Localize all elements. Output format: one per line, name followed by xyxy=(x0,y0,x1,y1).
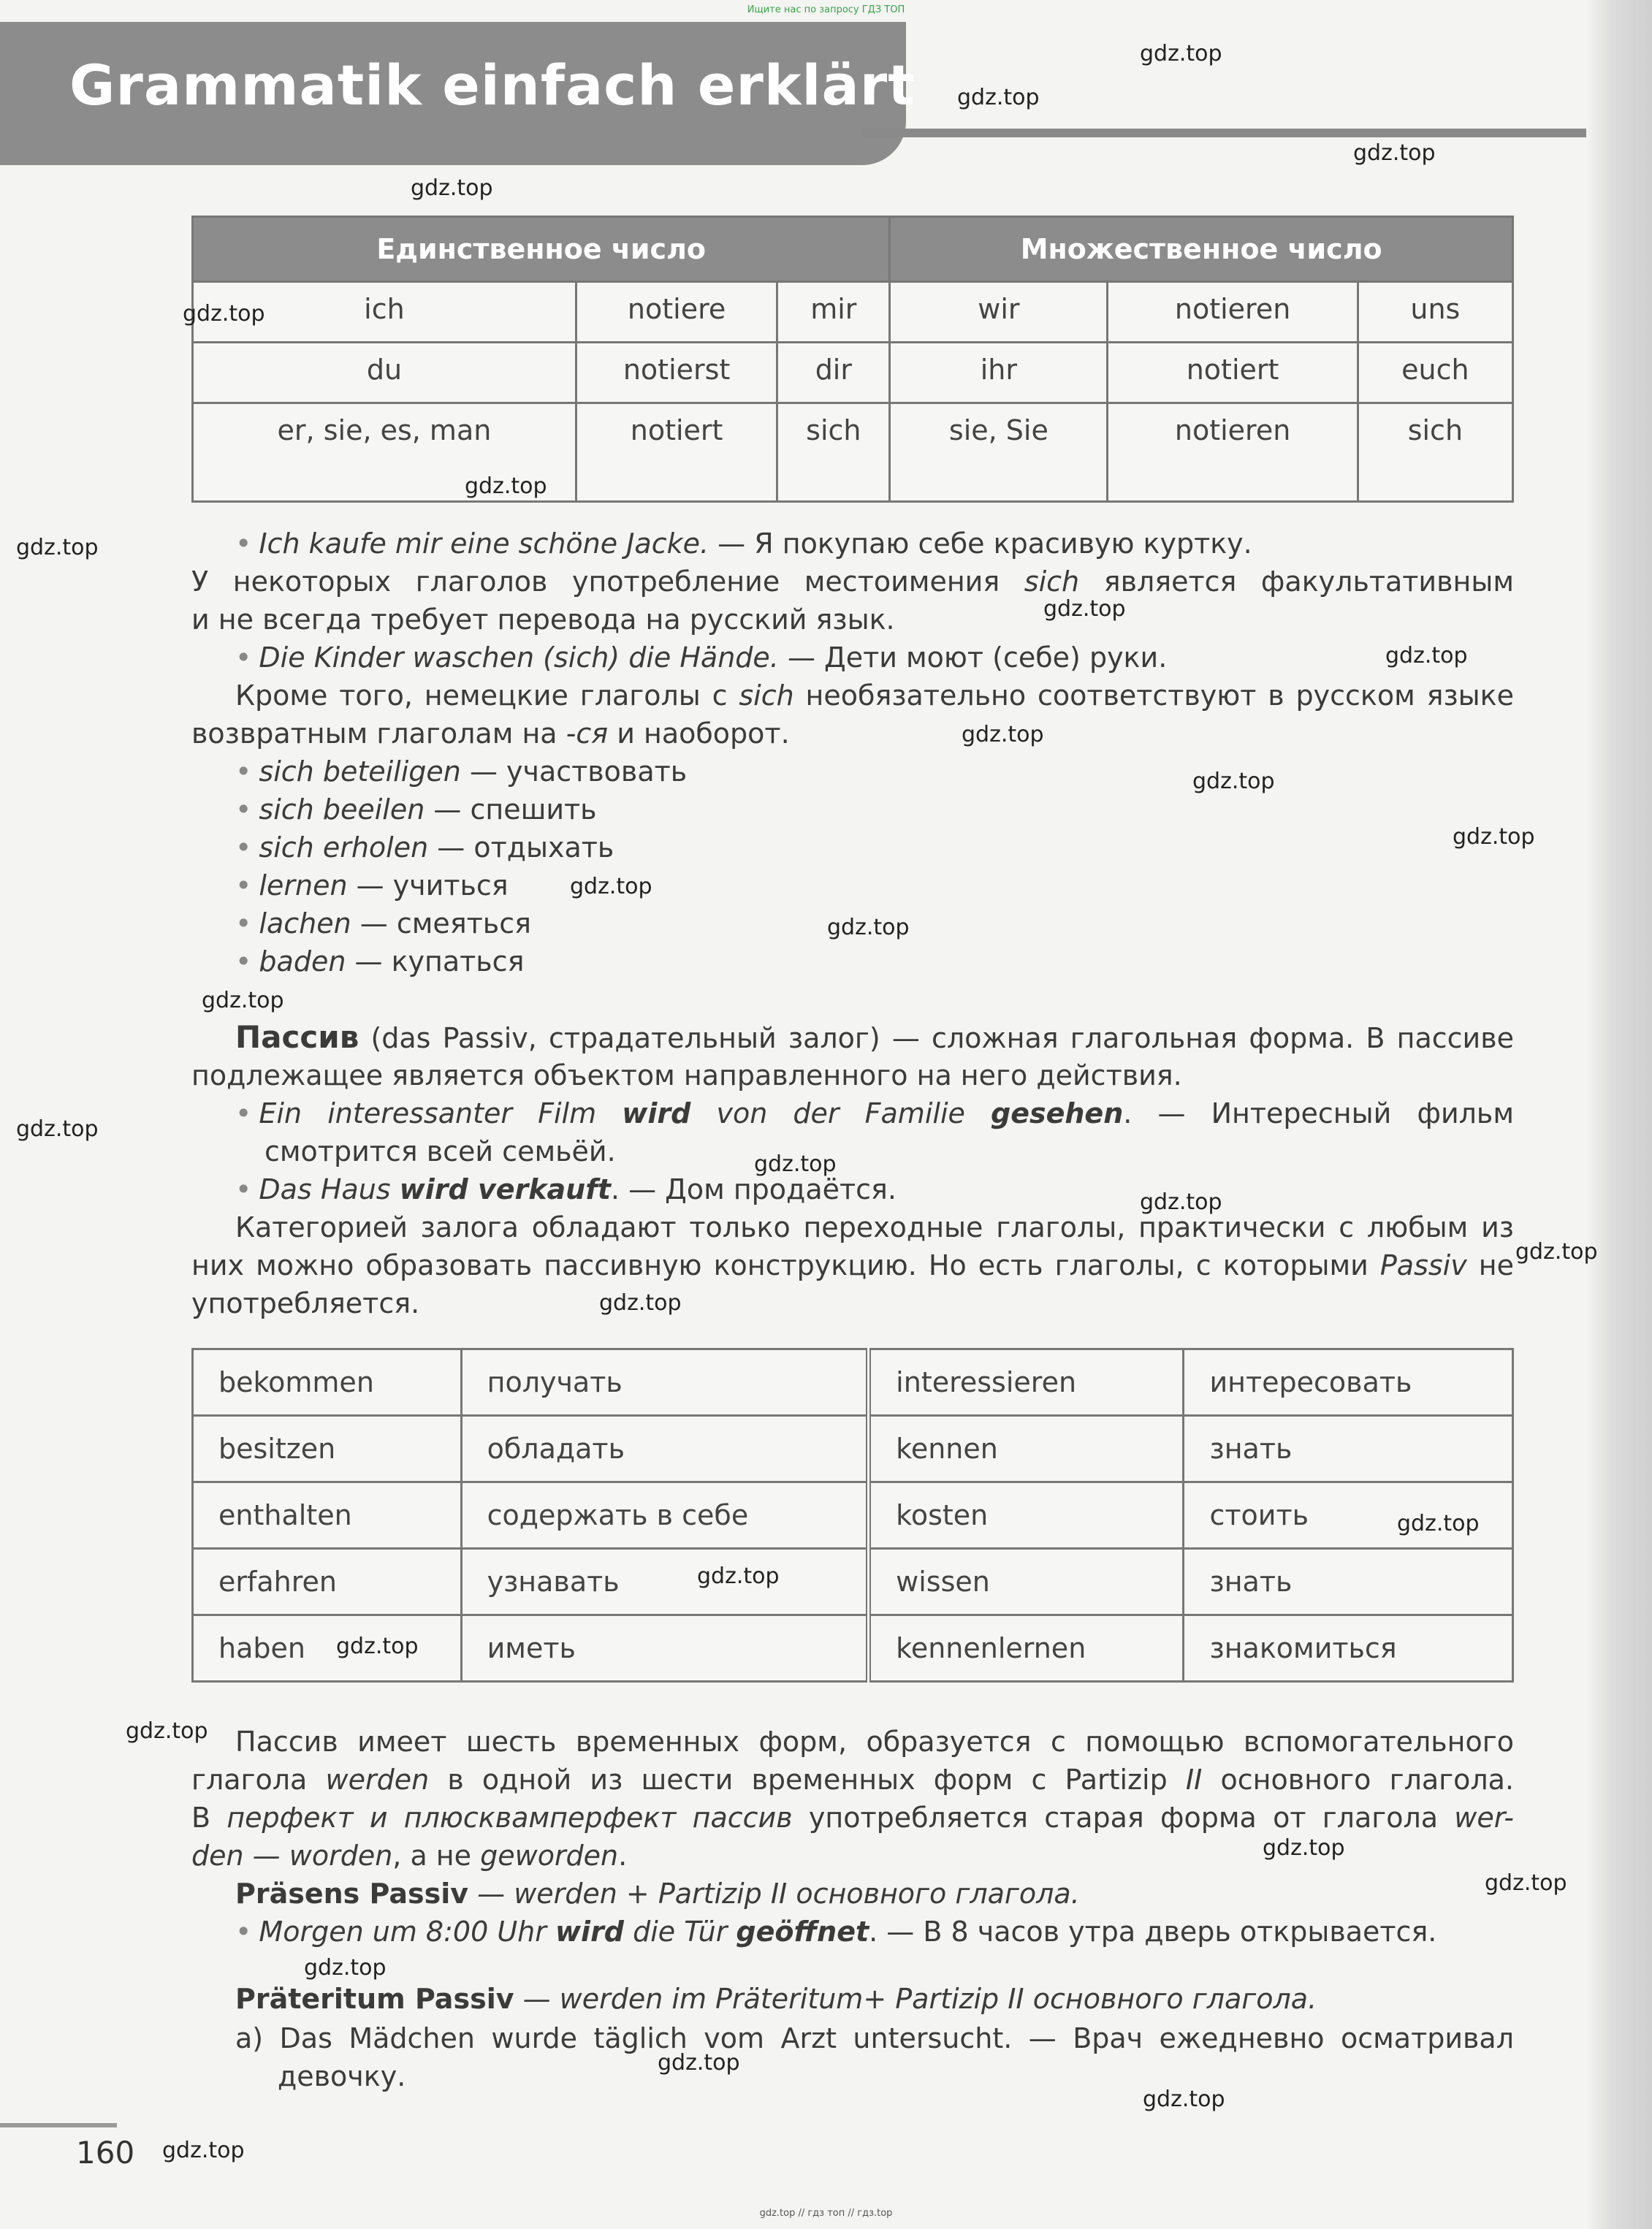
table-cell: notiere xyxy=(576,282,777,343)
example-line: смотрится всей семьёй. xyxy=(264,1135,616,1167)
watermark: gdz.top xyxy=(754,1151,837,1177)
watermark: gdz.top xyxy=(1140,1189,1222,1215)
table-cell: стоить xyxy=(1184,1482,1513,1549)
verbs-table xyxy=(191,1348,1514,1683)
rule-line: Präteritum Passiv — werden im Präteritum+ Partizip II основного глагола. xyxy=(235,1983,1317,2015)
paragraph-line: Пассив имеет шесть временных форм, образуется с помощью вспомогательного xyxy=(235,1726,1514,1758)
page-number: 160 xyxy=(76,2135,135,2171)
page-title: Grammatik einfach erklärt xyxy=(69,53,916,118)
watermark: gdz.top xyxy=(162,2138,245,2163)
table-row xyxy=(193,343,1513,403)
table-cell: besitzen xyxy=(193,1416,462,1482)
list-item: • lernen — учиться xyxy=(235,866,509,904)
watermark: gdz.top xyxy=(1453,824,1535,850)
bottom-note: gdz.top // гдз топ // гдз.top xyxy=(759,2208,893,2219)
paragraph-line: Пассив (das Passiv, страдательный залог) — сложная глагольная форма. В пассиве xyxy=(235,1019,1514,1055)
table-cell: знакомиться xyxy=(1184,1615,1513,1682)
table-cell: ihr xyxy=(890,343,1108,403)
watermark: gdz.top xyxy=(1485,1870,1567,1896)
table-cell: sie, Sie xyxy=(890,403,1108,502)
plural-header: Множественное число xyxy=(890,217,1513,282)
table-cell: интересовать xyxy=(1184,1349,1513,1416)
watermark: gdz.top xyxy=(962,722,1044,747)
paragraph-line: У некоторых глаголов употребление местоимения sich является факультативным xyxy=(191,565,1514,598)
list-item: • sich beteiligen — участвовать xyxy=(235,752,687,790)
list-item: • lachen — смеяться xyxy=(235,904,531,942)
rule-line: Präsens Passiv — werden + Partizip II основного глагола. xyxy=(235,1878,1080,1910)
table-cell: interessieren xyxy=(869,1349,1184,1416)
example-line: • Ich kaufe mir eine schöne Jacke. — Я покупаю себе красивую куртку. xyxy=(235,525,1252,563)
table-row xyxy=(193,1349,1513,1416)
table-cell: haben xyxy=(193,1615,462,1682)
table-cell: иметь xyxy=(461,1615,869,1682)
table-cell: mir xyxy=(777,282,890,343)
watermark: gdz.top xyxy=(827,915,910,940)
example-line: • Das Haus wird verkauft. — Дом продаётся. xyxy=(235,1170,897,1208)
table-cell: sich xyxy=(777,403,890,502)
watermark: gdz.top xyxy=(16,1116,99,1142)
table-row xyxy=(193,403,1513,502)
paragraph-line: глагола werden в одной из шести временных форм с Partizip II основного глагола. xyxy=(191,1764,1515,1796)
watermark: gdz.top xyxy=(599,1290,682,1316)
paragraph-line: и не всегда требует перевода на русский язык. xyxy=(191,603,895,636)
watermark: gdz.top xyxy=(202,988,284,1013)
table-cell: du xyxy=(193,343,576,403)
table-cell: узнавать xyxy=(461,1549,869,1615)
table-cell: содержать в себе xyxy=(461,1482,869,1549)
table-cell: uns xyxy=(1358,282,1512,343)
example-line: • Ein interessanter Film wird von der Familie gesehen. — Интересный фильм xyxy=(235,1094,1514,1132)
table-cell: знать xyxy=(1184,1549,1513,1615)
watermark: gdz.top xyxy=(697,1563,780,1589)
table-cell: wir xyxy=(890,282,1108,343)
table-row xyxy=(193,1482,1513,1549)
paragraph-line: В перфект и плюсквамперфект пассив употребляется старая форма от глагола wer- xyxy=(191,1802,1514,1834)
watermark: gdz.top xyxy=(1263,1835,1345,1861)
watermark: gdz.top xyxy=(465,473,547,499)
watermark: gdz.top xyxy=(183,301,265,327)
table-cell: erfahren xyxy=(193,1549,462,1615)
watermark: gdz.top xyxy=(570,874,652,899)
list-item: • sich erholen — отдыхать xyxy=(235,828,614,866)
watermark: gdz.top xyxy=(1385,643,1468,668)
table-row xyxy=(193,282,1513,343)
table-cell: notiert xyxy=(576,403,777,502)
table-cell: notierst xyxy=(576,343,777,403)
table-cell: sich xyxy=(1358,403,1512,502)
table-cell: обладать xyxy=(461,1416,869,1482)
table-cell: notieren xyxy=(1108,282,1358,343)
watermark: gdz.top xyxy=(1140,41,1222,66)
list-item: • baden — купаться xyxy=(235,942,524,980)
table-cell: знать xyxy=(1184,1416,1513,1482)
table-row xyxy=(193,1416,1513,1482)
example-line: девочку. xyxy=(278,2060,406,2092)
paragraph-line: подлежащее является объектом направленного на него действия. xyxy=(191,1059,1182,1091)
example-line: • Morgen um 8:00 Uhr wird die Tür geöffnet. — В 8 часов утра дверь открывается. xyxy=(235,1913,1436,1951)
paragraph-line: употребляется. xyxy=(191,1287,420,1319)
watermark: gdz.top xyxy=(957,85,1040,110)
watermark: gdz.top xyxy=(658,2050,740,2076)
book-spine-shadow xyxy=(1586,0,1652,2229)
table-cell: euch xyxy=(1358,343,1512,403)
table-cell: bekommen xyxy=(193,1349,462,1416)
example-line: • Die Kinder waschen (sich) die Hände. — Дети моют (себе) руки. xyxy=(235,639,1167,677)
paragraph-line: них можно образовать пассивную конструкцию. Но есть глаголы, с которыми Passiv не xyxy=(191,1249,1514,1281)
table-cell: wissen xyxy=(869,1549,1184,1615)
watermark: gdz.top xyxy=(1397,1511,1480,1536)
table-cell: ich xyxy=(193,282,576,343)
watermark: gdz.top xyxy=(411,175,493,201)
table-cell: kennenlernen xyxy=(869,1615,1184,1682)
footer-rule xyxy=(0,2123,117,2127)
watermark: gdz.top xyxy=(1143,2087,1225,2112)
table-cell: enthalten xyxy=(193,1482,462,1549)
table-cell: dir xyxy=(777,343,890,403)
paragraph-line: Кроме того, немецкие глаголы с sich необязательно соответствуют в русском языке xyxy=(235,679,1514,712)
top-note: Ищите нас по запросу ГДЗ ТОП xyxy=(747,4,905,15)
table-cell: kennen xyxy=(869,1416,1184,1482)
table-cell: kosten xyxy=(869,1482,1184,1549)
singular-header: Единственное число xyxy=(193,217,890,282)
watermark: gdz.top xyxy=(1192,769,1275,794)
watermark: gdz.top xyxy=(304,1955,387,1981)
watermark: gdz.top xyxy=(1353,140,1436,166)
table-row xyxy=(193,1549,1513,1615)
paragraph-line: den — worden, а не geworden. xyxy=(191,1840,628,1872)
table-cell: notiert xyxy=(1108,343,1358,403)
pronoun-table xyxy=(191,216,1514,503)
example-line: a) Das Mädchen wurde täglich vom Arzt untersucht. — Врач ежедневно осматривал xyxy=(235,2022,1514,2054)
list-item: • sich beeilen — спешить xyxy=(235,790,597,828)
watermark: gdz.top xyxy=(1043,596,1126,622)
watermark: gdz.top xyxy=(16,535,99,560)
header-rule xyxy=(862,129,1607,137)
table-cell: er, sie, es, man xyxy=(193,403,576,502)
paragraph-line: возвратным глаголам на -ся и наоборот. xyxy=(191,717,790,750)
table-cell: notieren xyxy=(1108,403,1358,502)
watermark: gdz.top xyxy=(126,1718,208,1744)
table-cell: получать xyxy=(461,1349,869,1416)
watermark: gdz.top xyxy=(336,1634,419,1659)
paragraph-line: Категорией залога обладают только переходные глаголы, практически с любым из xyxy=(235,1211,1514,1243)
watermark: gdz.top xyxy=(1515,1239,1598,1265)
